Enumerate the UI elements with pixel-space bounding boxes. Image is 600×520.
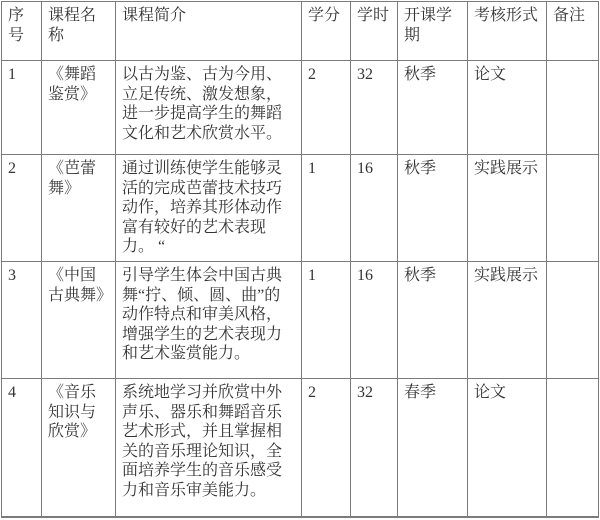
header-semester: 开课学期 — [398, 2, 468, 61]
cell-semester: 秋季 — [398, 155, 468, 262]
cell-credits: 1 — [302, 262, 351, 379]
header-remarks: 备注 — [547, 2, 599, 61]
cell-assessment-form: 论文 — [468, 379, 547, 517]
cell-course-intro: 系统地学习并欣赏中外声乐、器乐和舞蹈音乐艺术形式，并且掌握相关的音乐理论知识，全面培养学生的音乐感受力和音乐审美能力。 — [116, 379, 302, 517]
cell-course-name: 《音乐知识与欣赏》 — [42, 379, 116, 517]
course-table — [1, 1, 599, 518]
header-course-name: 课程名称 — [42, 2, 116, 61]
table-row — [2, 379, 599, 517]
cell-semester: 秋季 — [398, 262, 468, 379]
header-seq-number: 序号 — [2, 2, 42, 61]
cell-class-hours: 32 — [351, 379, 398, 517]
table-header-row — [2, 2, 599, 61]
cell-assessment-form: 实践展示 — [468, 155, 547, 262]
cell-course-name: 《中国古典舞》 — [42, 262, 116, 379]
cell-semester: 春季 — [398, 379, 468, 517]
cell-course-intro: 以古为鉴、古为今用、立足传统、激发想象，进一步提高学生的舞蹈文化和艺术欣赏水平。 — [116, 61, 302, 155]
cell-seq-number: 4 — [2, 379, 42, 517]
cell-credits: 2 — [302, 379, 351, 517]
cell-class-hours: 16 — [351, 262, 398, 379]
cell-remarks — [547, 61, 599, 155]
cell-remarks — [547, 155, 599, 262]
cell-course-intro: 引导学生体会中国古典舞“拧、倾、圆、曲”的动作特点和审美风格，增强学生的艺术表现力和艺术鉴赏能力。 — [116, 262, 302, 379]
table-row — [2, 61, 599, 155]
header-credits: 学分 — [302, 2, 351, 61]
header-course-intro: 课程简介 — [116, 2, 302, 61]
cell-seq-number: 3 — [2, 262, 42, 379]
table-row — [2, 155, 599, 262]
header-class-hours: 学时 — [351, 2, 398, 61]
cell-credits: 1 — [302, 155, 351, 262]
cell-course-intro: 通过训练使学生能够灵活的完成芭蕾技术技巧动作，培养其形体动作富有较好的艺术表现力。 “ — [116, 155, 302, 262]
cell-assessment-form: 论文 — [468, 61, 547, 155]
table-row — [2, 262, 599, 379]
cell-class-hours: 32 — [351, 61, 398, 155]
cell-course-name: 《舞蹈鉴赏》 — [42, 61, 116, 155]
cell-course-name: 《芭蕾舞》 — [42, 155, 116, 262]
header-assessment-form: 考核形式 — [468, 2, 547, 61]
cell-assessment-form: 实践展示 — [468, 262, 547, 379]
cell-semester: 秋季 — [398, 61, 468, 155]
cell-class-hours: 16 — [351, 155, 398, 262]
cell-remarks — [547, 262, 599, 379]
cell-seq-number: 2 — [2, 155, 42, 262]
cell-seq-number: 1 — [2, 61, 42, 155]
cell-remarks — [547, 379, 599, 517]
cell-credits: 2 — [302, 61, 351, 155]
